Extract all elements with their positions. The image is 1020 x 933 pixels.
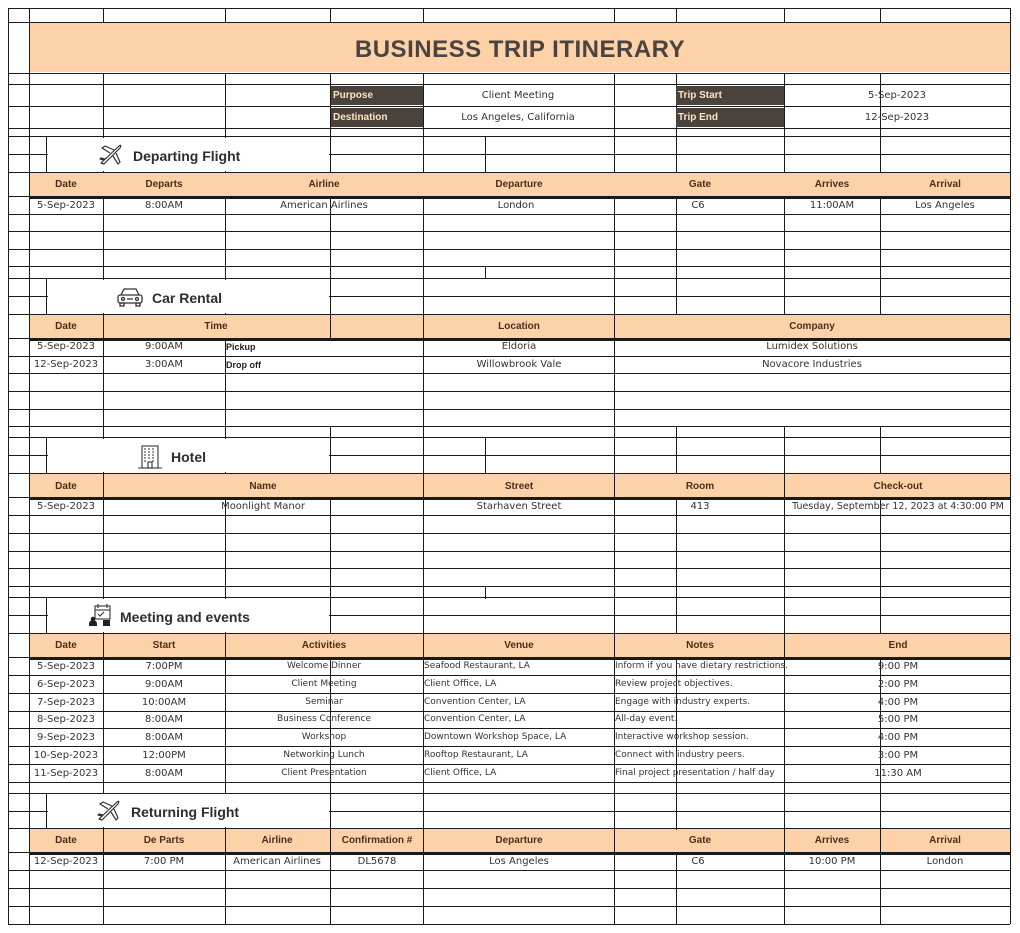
meeting-row-1-notes[interactable]: Inform if you have dietary restrictions. <box>615 661 788 671</box>
grid-line <box>784 586 785 634</box>
grid-line <box>29 658 1010 660</box>
grid-line <box>8 214 1010 215</box>
trip-end-label: Trip End <box>676 108 784 127</box>
meeting-row-6-end[interactable]: 3:00 PM <box>877 750 919 761</box>
ret-header-departure: Departure <box>495 835 543 846</box>
ret-header-airline: Airline <box>261 835 293 846</box>
meetings-title: Meeting and events <box>120 609 250 625</box>
car-row2-time[interactable]: 3:00AM <box>145 359 183 370</box>
grid-line <box>8 597 1010 598</box>
grid-line <box>423 426 424 474</box>
grid-line <box>1010 8 1011 924</box>
hotel-name[interactable]: Moonlight Manor <box>221 501 305 512</box>
car-row1-type: Pickup <box>226 342 256 352</box>
grid-line <box>614 634 615 658</box>
meeting-row-7-venue[interactable]: Client Office, LA <box>424 767 497 778</box>
meet-header-activities: Activities <box>301 640 347 651</box>
car-row1-location[interactable]: Eldoria <box>501 341 537 352</box>
grid-line <box>423 196 424 279</box>
airplane-icon <box>96 798 122 822</box>
grid-line <box>46 437 47 474</box>
grid-line <box>784 8 785 22</box>
meeting-row-3-start[interactable]: 10:00AM <box>141 696 187 708</box>
grid-line <box>676 426 677 474</box>
dep-gate[interactable]: C6 <box>691 200 705 211</box>
car-row1-time[interactable]: 9:00AM <box>145 341 183 352</box>
grid-line <box>614 279 615 339</box>
grid-line <box>46 136 47 173</box>
grid-line <box>880 829 881 924</box>
grid-line <box>103 474 104 498</box>
car-icon <box>116 286 144 308</box>
hotel-room[interactable]: 413 <box>690 501 710 512</box>
car-header-time: Time <box>204 321 228 332</box>
grid-line <box>784 73 785 173</box>
car-row1-date[interactable]: 5-Sep-2023 <box>37 341 95 352</box>
grid-line <box>8 136 1010 137</box>
grid-line <box>880 426 881 474</box>
grid-line <box>676 8 677 22</box>
grid-line <box>784 426 785 474</box>
grid-line <box>8 106 1010 107</box>
grid-line <box>8 728 1010 729</box>
grid-line <box>8 409 1010 410</box>
grid-line <box>485 266 486 279</box>
grid-line <box>784 474 785 498</box>
dep-header-date: Date <box>55 179 77 190</box>
hotel-street[interactable]: Starhaven Street <box>476 501 562 512</box>
grid-line <box>8 473 1010 474</box>
ret-departs[interactable]: 7:00 PM <box>143 856 185 867</box>
meeting-row-4-end[interactable]: 5:00 PM <box>877 714 919 726</box>
grid-line <box>8 675 1010 676</box>
grid-line <box>8 249 1010 250</box>
grid-line <box>8 266 1010 267</box>
grid-line <box>423 782 424 830</box>
grid-line <box>29 197 1010 199</box>
dep-header-gate: Gate <box>688 179 712 190</box>
returning-flight-title: Returning Flight <box>131 804 240 820</box>
meeting-row-6-venue[interactable]: Rooftop Restaurant, LA <box>424 750 528 760</box>
meeting-row-3-notes[interactable]: Engage with industry experts. <box>615 696 751 707</box>
car-rental-title: Car Rental <box>152 290 223 306</box>
dep-header-departs: Departs <box>145 179 183 190</box>
grid-line <box>880 196 881 279</box>
dep-arrival[interactable]: Los Angeles <box>915 200 975 211</box>
meeting-row-1-activity[interactable]: Welcome Dinner <box>286 661 362 671</box>
car-row2-location[interactable]: Willowbrook Vale <box>476 359 562 370</box>
grid-line <box>676 279 677 315</box>
meeting-row-4-start[interactable]: 8:00AM <box>145 714 183 726</box>
grid-line <box>784 196 785 279</box>
grid-line <box>423 73 424 173</box>
ret-confirmation[interactable]: DL5678 <box>357 856 397 867</box>
ret-departure[interactable]: Los Angeles <box>489 856 549 867</box>
hotel-date[interactable]: 5-Sep-2023 <box>37 501 95 512</box>
meeting-row-3-venue[interactable]: Convention Center, LA <box>424 696 526 707</box>
grid-line <box>423 634 424 658</box>
ret-header-date: Date <box>55 835 77 846</box>
grid-line <box>485 586 486 599</box>
ret-header-departs: De Parts <box>143 835 185 846</box>
grid-line <box>225 586 226 599</box>
car-row1-company[interactable]: Lumidex Solutions <box>766 341 858 352</box>
grid-line <box>8 22 1010 23</box>
grid-line <box>614 782 615 830</box>
meeting-row-5-end[interactable]: 4:00 PM <box>877 732 919 744</box>
meeting-row-2-activity[interactable]: Client Meeting <box>291 678 357 689</box>
ret-gate[interactable]: C6 <box>691 856 705 867</box>
ret-header-confirmation: Confirmation # <box>341 835 413 846</box>
meeting-row-1-end[interactable]: 9:00 PM <box>877 661 919 672</box>
grid-line <box>8 924 1010 925</box>
grid-line <box>614 586 615 634</box>
grid-line <box>330 8 331 22</box>
ret-header-arrival: Arrival <box>929 835 961 846</box>
grid-line <box>8 533 1010 534</box>
grid-line <box>614 474 615 498</box>
grid-line <box>880 73 881 173</box>
grid-line <box>423 829 424 924</box>
meeting-row-3-end[interactable]: 4:00 PM <box>877 696 919 708</box>
dep-header-arrives: Arrives <box>814 179 850 190</box>
grid-line <box>8 586 1010 587</box>
grid-line <box>784 829 785 924</box>
meeting-row-6-notes[interactable]: Connect with industry peers. <box>615 750 745 760</box>
meeting-calendar-icon <box>88 603 112 627</box>
grid-line <box>8 515 1010 516</box>
meeting-row-6-activity[interactable]: Networking Lunch <box>283 750 365 760</box>
grid-line <box>8 8 9 924</box>
grid-line <box>29 8 30 924</box>
grid-line <box>8 693 1010 694</box>
hotel-header-street: Street <box>504 481 534 492</box>
grid-line <box>8 373 1010 374</box>
meeting-row-4-notes[interactable]: All-day event. <box>615 714 678 725</box>
meeting-row-7-start[interactable]: 8:00AM <box>145 767 183 779</box>
hotel-header-room: Room <box>685 481 715 492</box>
car-header-location: Location <box>498 321 540 332</box>
meeting-row-2-notes[interactable]: Review project objectives. <box>615 678 733 689</box>
grid-line <box>8 84 1010 85</box>
ret-arrival[interactable]: London <box>926 856 964 867</box>
grid-line <box>423 279 424 339</box>
grid-line <box>614 829 615 924</box>
grid-line <box>8 231 1010 232</box>
grid-line <box>8 551 1010 552</box>
grid-line <box>46 278 47 315</box>
grid-line <box>225 782 226 793</box>
grid-line <box>330 782 331 830</box>
hotel-header-checkout: Check-out <box>873 481 923 492</box>
grid-line <box>225 829 226 924</box>
meet-header-start: Start <box>152 640 176 651</box>
grid-line <box>8 437 1010 438</box>
dep-header-departure: Departure <box>495 179 543 190</box>
ret-header-gate: Gate <box>688 835 712 846</box>
car-header-date: Date <box>55 321 77 332</box>
dep-departure[interactable]: London <box>497 200 535 211</box>
grid-line <box>423 339 424 426</box>
meeting-row-2-end[interactable]: 2:00 PM <box>877 678 919 690</box>
meeting-row-2-start[interactable]: 9:00AM <box>145 678 183 690</box>
meet-header-notes: Notes <box>686 640 714 651</box>
grid-line <box>8 391 1010 392</box>
meet-header-end: End <box>888 640 908 651</box>
grid-line <box>29 853 1010 855</box>
hotel-header-name: Name <box>249 481 277 492</box>
grid-line <box>225 8 226 22</box>
grid-line <box>8 888 1010 889</box>
grid-line <box>784 782 785 830</box>
destination-value[interactable]: Los Angeles, California <box>461 112 575 123</box>
grid-line <box>8 356 1010 357</box>
grid-line <box>8 128 1010 129</box>
meeting-row-7-activity[interactable]: Client Presentation <box>281 767 367 778</box>
grid-line <box>225 196 226 279</box>
grid-line <box>103 8 104 22</box>
car-header-company: Company <box>789 321 835 332</box>
grid-line <box>8 73 1010 74</box>
meet-header-date: Date <box>55 640 77 651</box>
ret-date[interactable]: 12-Sep-2023 <box>33 856 99 867</box>
meeting-row-1-start[interactable]: 7:00PM <box>145 661 183 672</box>
grid-line <box>676 497 677 634</box>
grid-line <box>784 279 785 315</box>
grid-line <box>423 586 424 634</box>
grid-line <box>8 870 1010 871</box>
grid-line <box>103 634 104 658</box>
grid-line <box>8 278 1010 279</box>
grid-line <box>676 852 677 924</box>
grid-line <box>614 73 615 173</box>
meeting-row-5-activity[interactable]: Workshop <box>301 732 347 743</box>
grid-line <box>103 196 104 279</box>
meeting-row-4-venue[interactable]: Convention Center, LA <box>424 714 526 725</box>
trip-end-value[interactable]: 12-Sep-2023 <box>864 112 930 123</box>
grid-line <box>614 8 615 22</box>
meeting-row-4-activity[interactable]: Business Conference <box>277 714 371 725</box>
grid-line <box>784 634 785 658</box>
grid-line <box>8 568 1010 569</box>
grid-line <box>880 279 881 315</box>
grid-line <box>46 793 47 829</box>
meeting-row-3-activity[interactable]: Seminar <box>305 696 343 707</box>
hotel-header-date: Date <box>55 481 77 492</box>
meeting-row-7-end[interactable]: 11:30 AM <box>874 767 922 779</box>
grid-line <box>8 8 1010 9</box>
grid-line <box>8 633 1010 634</box>
meeting-row-2-date[interactable]: 6-Sep-2023 <box>37 678 95 690</box>
car-row2-type: Drop off <box>226 360 261 370</box>
grid-line <box>46 597 47 634</box>
grid-line <box>29 498 1010 500</box>
meeting-row-5-date[interactable]: 9-Sep-2023 <box>37 732 95 744</box>
grid-line <box>880 586 881 634</box>
grid-line <box>614 426 615 474</box>
ret-arrives[interactable]: 10:00 PM <box>808 856 856 867</box>
grid-line <box>8 711 1010 712</box>
grid-line <box>8 746 1010 747</box>
meeting-row-5-venue[interactable]: Downtown Workshop Space, LA <box>424 732 567 743</box>
grid-line <box>8 426 1010 427</box>
grid-line <box>614 339 615 426</box>
grid-line <box>423 8 424 22</box>
trip-start-label: Trip Start <box>676 86 784 105</box>
meeting-row-4-date[interactable]: 8-Sep-2023 <box>37 714 95 726</box>
trip-start-value[interactable]: 5-Sep-2023 <box>868 90 926 101</box>
grid-line <box>8 782 1010 783</box>
hotel-title: Hotel <box>171 449 206 465</box>
hotel-checkout[interactable]: Tuesday, September 12, 2023 at 4:30:00 PM <box>792 501 1004 512</box>
grid-line <box>330 279 331 339</box>
ret-header-arrives: Arrives <box>814 835 850 846</box>
grid-line <box>880 782 881 830</box>
grid-line <box>330 829 331 924</box>
page-title: BUSINESS TRIP ITINERARY <box>354 36 686 63</box>
ret-airline[interactable]: American Airlines <box>233 856 321 867</box>
grid-line <box>103 829 104 924</box>
grid-line <box>225 339 226 426</box>
grid-line <box>103 339 104 426</box>
meeting-row-2-venue[interactable]: Client Office, LA <box>424 678 497 689</box>
grid-line <box>8 828 1010 829</box>
car-row2-date[interactable]: 12-Sep-2023 <box>33 359 99 370</box>
meeting-row-5-notes[interactable]: Interactive workshop session. <box>615 732 749 743</box>
meeting-row-3-date[interactable]: 7-Sep-2023 <box>37 696 95 708</box>
dep-header-airline: Airline <box>308 179 340 190</box>
airplane-icon <box>98 142 124 166</box>
grid-line <box>8 764 1010 765</box>
grid-line <box>8 906 1010 907</box>
grid-line <box>880 8 881 22</box>
purpose-label: Purpose <box>331 86 423 105</box>
car-row2-company[interactable]: Novacore Industries <box>762 359 862 370</box>
grid-line <box>225 634 226 658</box>
meet-header-venue: Venue <box>504 640 534 651</box>
meeting-row-6-start[interactable]: 12:00PM <box>142 750 186 761</box>
grid-line <box>676 196 677 279</box>
meeting-row-7-notes[interactable]: Final project presentation / half day <box>615 767 775 778</box>
grid-line <box>330 426 331 474</box>
dep-date[interactable]: 5-Sep-2023 <box>37 200 95 211</box>
destination-label: Destination <box>331 108 423 127</box>
dep-airline[interactable]: American Airlines <box>280 200 368 211</box>
grid-line <box>485 437 486 474</box>
departing-flight-title: Departing Flight <box>133 148 241 164</box>
hotel-building-icon <box>137 444 163 470</box>
dep-header-arrival: Arrival <box>929 179 961 190</box>
grid-line <box>8 314 1010 315</box>
grid-line <box>423 474 424 498</box>
dep-departs[interactable]: 8:00AM <box>145 200 183 211</box>
purpose-value[interactable]: Client Meeting <box>481 90 555 101</box>
grid-line <box>8 172 1010 173</box>
meeting-row-1-date[interactable]: 5-Sep-2023 <box>37 661 95 672</box>
grid-line <box>485 136 486 173</box>
meeting-row-5-start[interactable]: 8:00AM <box>145 732 183 744</box>
meeting-row-6-date[interactable]: 10-Sep-2023 <box>33 750 99 761</box>
meeting-row-7-date[interactable]: 11-Sep-2023 <box>33 767 99 779</box>
dep-arrives[interactable]: 11:00AM <box>809 200 855 211</box>
grid-line <box>330 586 331 634</box>
meeting-row-1-venue[interactable]: Seafood Restaurant, LA <box>424 661 530 671</box>
grid-line <box>614 196 615 279</box>
